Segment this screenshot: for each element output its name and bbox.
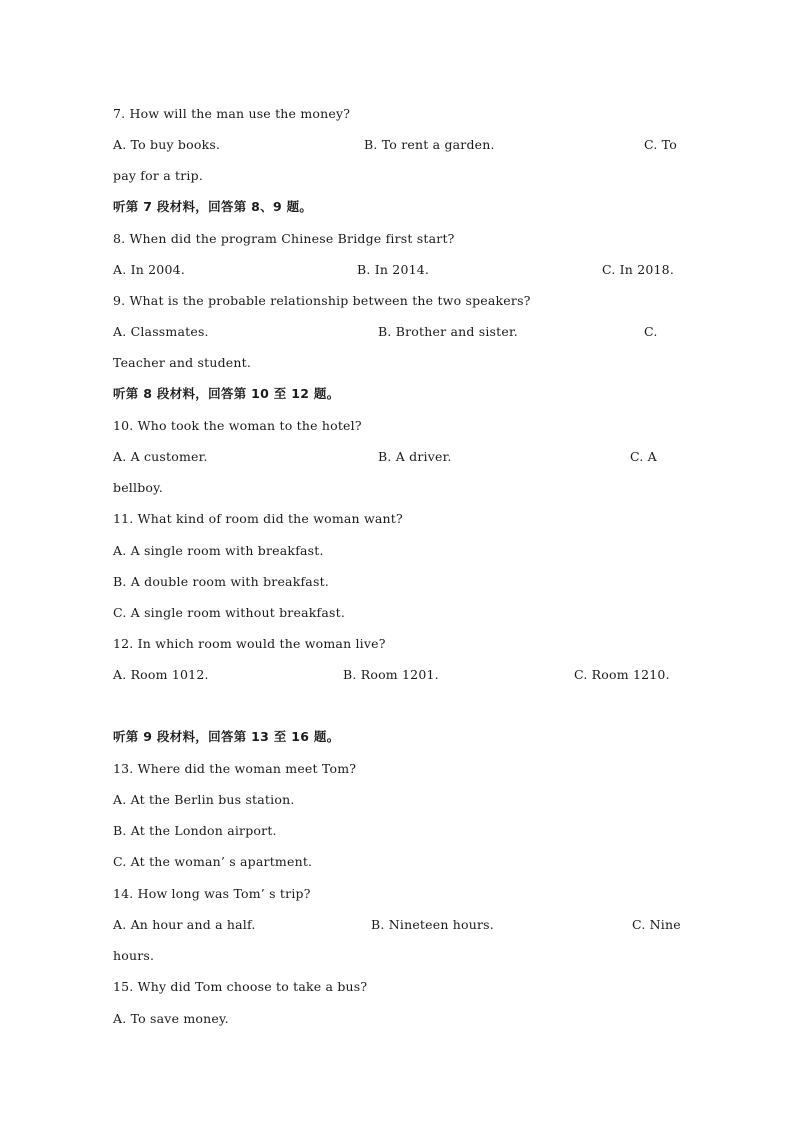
section-heading-7: 听第 7 段材料，回答第 8、9 题。 xyxy=(113,199,313,214)
question-8: 8. When did the program Chinese Bridge first start? xyxy=(113,231,455,246)
q13-option-a: A. At the Berlin bus station. xyxy=(113,792,295,807)
question-7: 7. How will the man use the money? xyxy=(113,106,351,121)
q14-option-b: B. Nineteen hours. xyxy=(371,917,494,932)
section-heading-9: 听第 9 段材料，回答第 13 至 16 题。 xyxy=(113,729,340,744)
q9-option-c: C. xyxy=(644,324,658,339)
question-9: 9. What is the probable relationship between the two speakers? xyxy=(113,293,531,308)
q11-option-a: A. A single room with breakfast. xyxy=(113,543,324,558)
q7-option-c-continued: pay for a trip. xyxy=(113,168,203,183)
q12-option-c: C. Room 1210. xyxy=(574,667,670,682)
question-15: 15. Why did Tom choose to take a bus? xyxy=(113,979,368,994)
q7-option-a: A. To buy books. xyxy=(113,137,221,152)
q10-option-c: C. A xyxy=(630,449,657,464)
section-heading-8: 听第 8 段材料，回答第 10 至 12 题。 xyxy=(113,386,340,401)
q9-option-a: A. Classmates. xyxy=(113,324,209,339)
q11-option-b: B. A double room with breakfast. xyxy=(113,574,329,589)
q10-option-a: A. A customer. xyxy=(113,449,208,464)
q10-option-c-continued: bellboy. xyxy=(113,480,163,495)
q7-option-b: B. To rent a garden. xyxy=(364,137,495,152)
q13-option-b: B. At the London airport. xyxy=(113,823,277,838)
question-13: 13. Where did the woman meet Tom? xyxy=(113,761,357,776)
question-12: 12. In which room would the woman live? xyxy=(113,636,386,651)
question-10: 10. Who took the woman to the hotel? xyxy=(113,418,362,433)
q10-option-b: B. A driver. xyxy=(378,449,452,464)
q12-option-a: A. Room 1012. xyxy=(113,667,209,682)
question-14: 14. How long was Tom’ s trip? xyxy=(113,886,311,901)
q12-option-b: B. Room 1201. xyxy=(343,667,439,682)
q9-option-c-continued: Teacher and student. xyxy=(113,355,252,370)
q15-option-a: A. To save money. xyxy=(113,1011,229,1026)
q11-option-c: C. A single room without breakfast. xyxy=(113,605,345,620)
q7-option-c: C. To xyxy=(644,137,677,152)
q14-option-c-continued: hours. xyxy=(113,948,155,963)
q8-option-c: C. In 2018. xyxy=(602,262,675,277)
q9-option-b: B. Brother and sister. xyxy=(378,324,518,339)
q8-option-b: B. In 2014. xyxy=(357,262,430,277)
q8-option-a: A. In 2004. xyxy=(113,262,185,277)
q13-option-c: C. At the woman’ s apartment. xyxy=(113,854,313,869)
question-11: 11. What kind of room did the woman want? xyxy=(113,511,403,526)
q14-option-c: C. Nine xyxy=(632,917,681,932)
q14-option-a: A. An hour and a half. xyxy=(113,917,256,932)
